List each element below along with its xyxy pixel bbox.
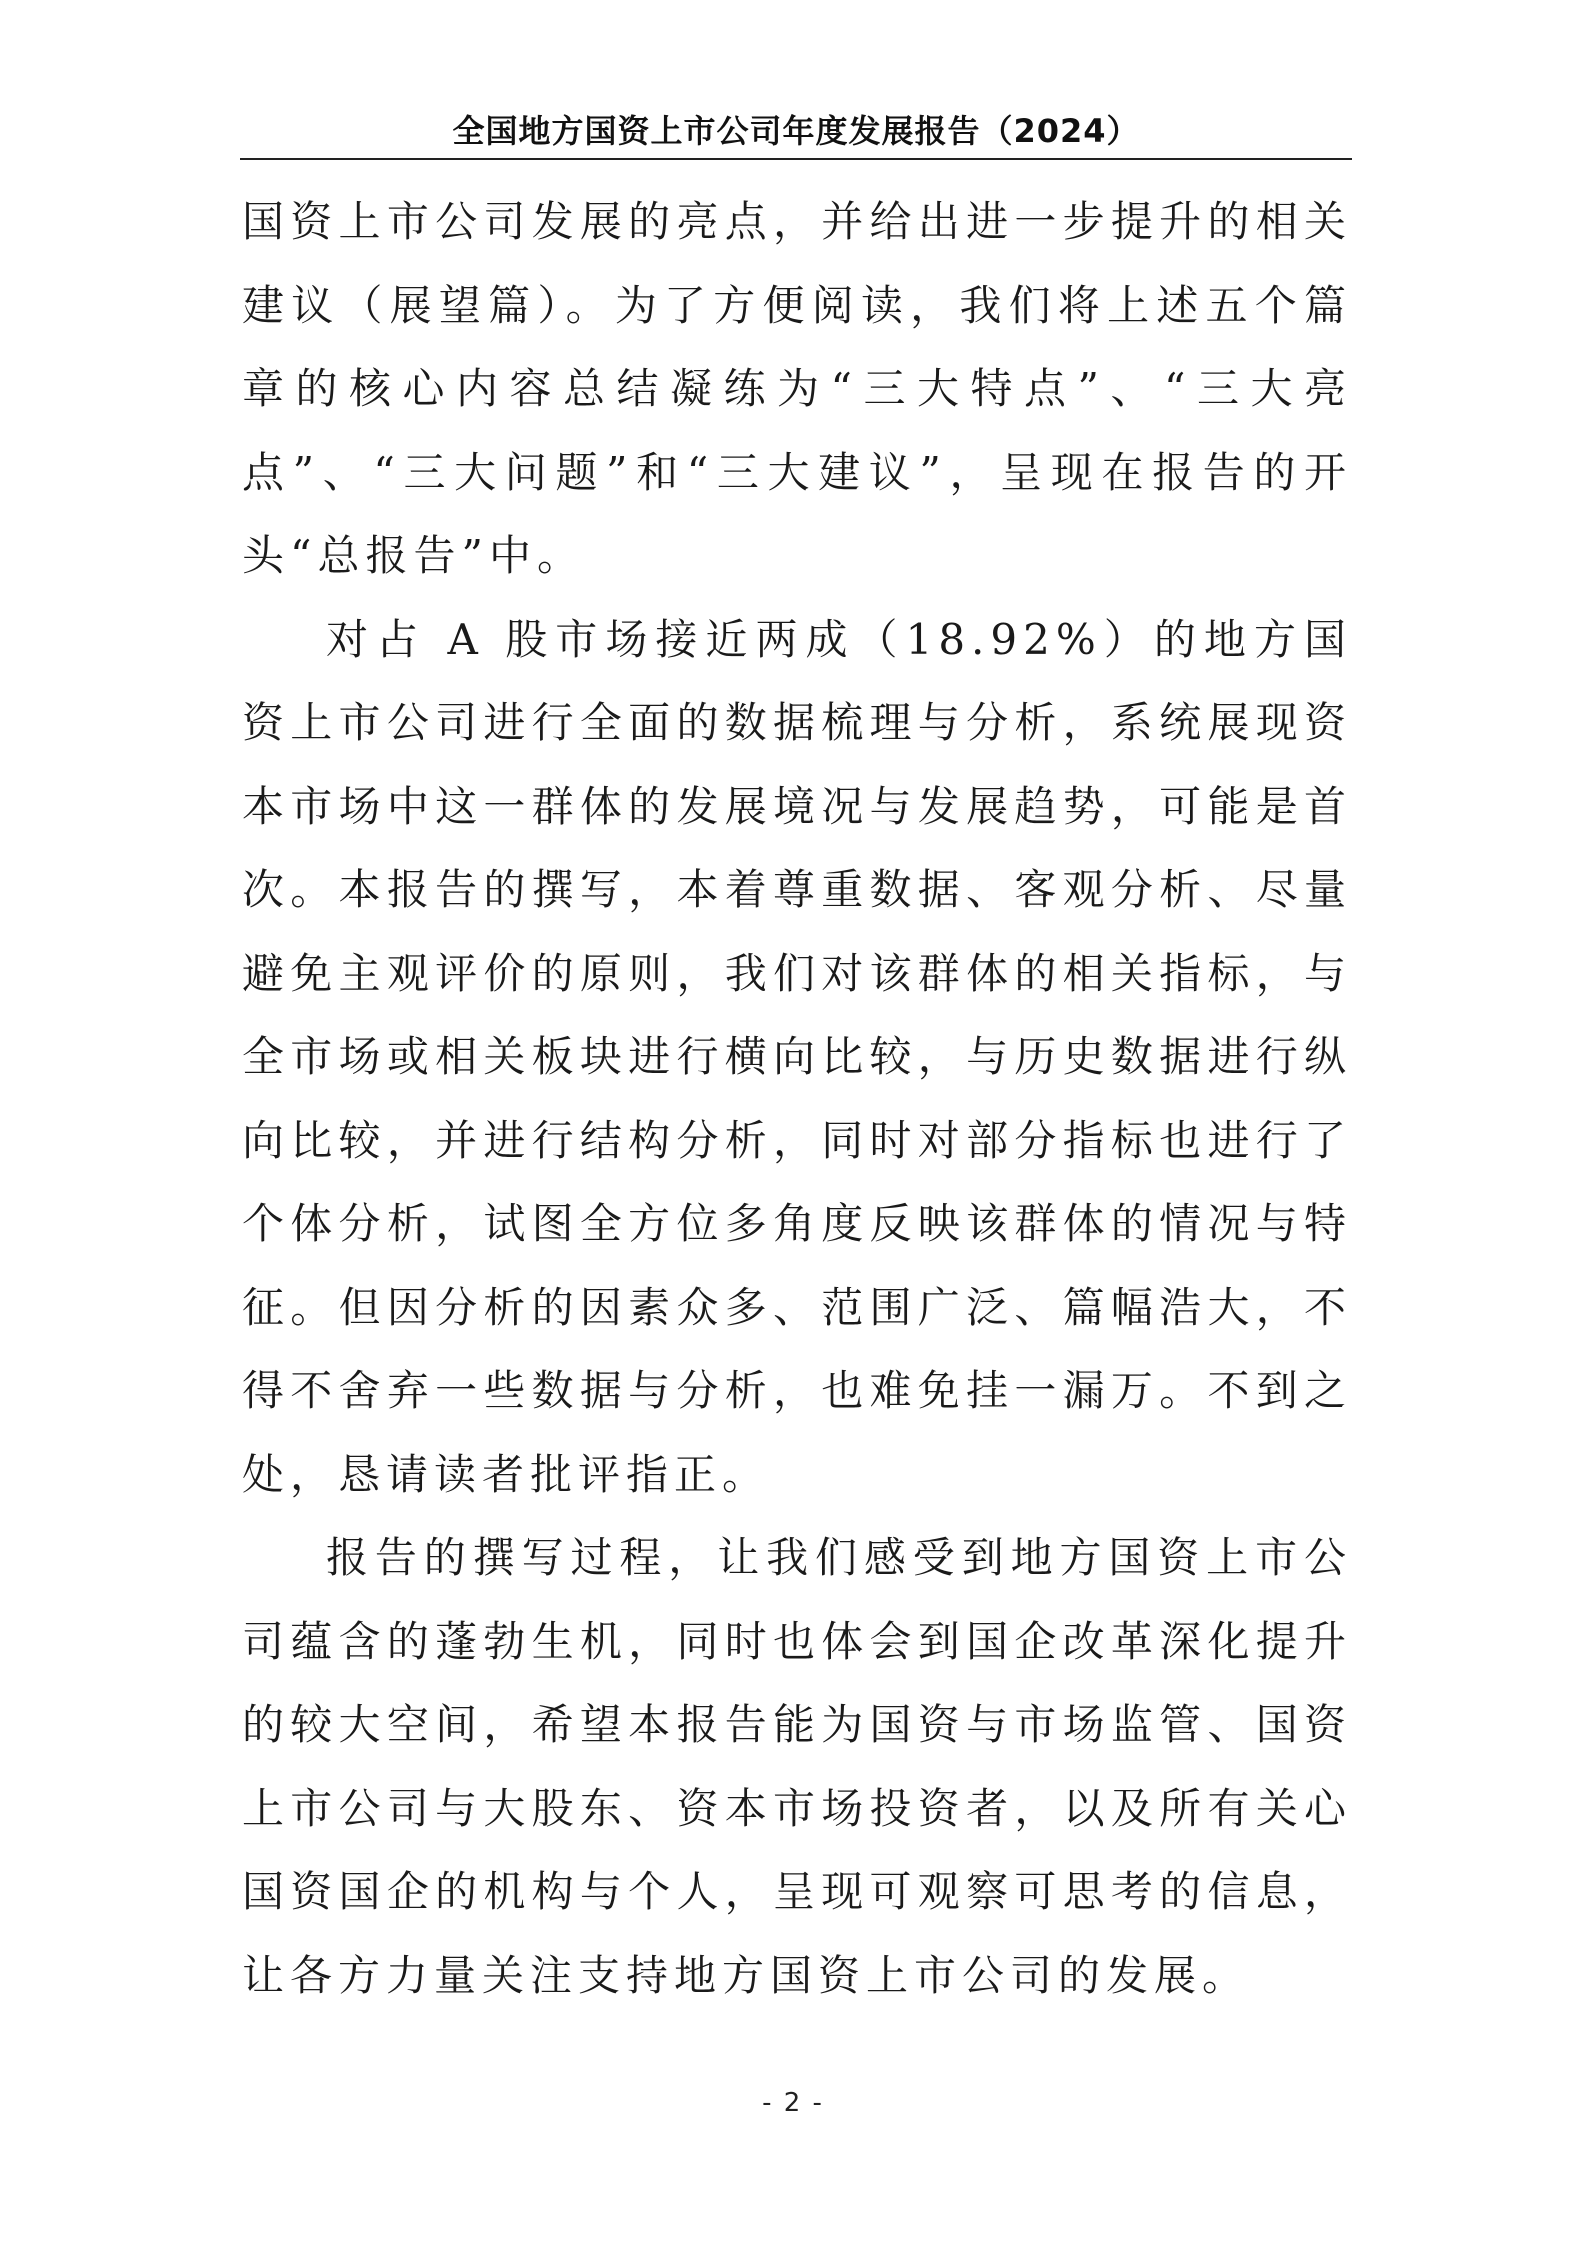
paragraph-scope: 对占 A 股市场接近两成（18.92%）的地方国资上市公司进行全面的数据梳理与分析，系统展现资本市场中这一群体的发展境况与发展趋势，可能是首次。本报告的撰写，本着尊重数据、客观分析、尽量避免主观评价的原则，我们对该群体的相关指标，与全市场或相关板块进行横向比较，与历史数据进行纵向比较，并进行结构分析，同时对部分指标也进行了个体分析，试图全方位多角度反映该群体的情况与特征。但因分析的因素众多、范围广泛、篇幅浩大，不得不舍弃一些数据与分析，也难免挂一漏万。不到之处，恳请读者批评指正。 [242,614,1352,1499]
page-number: - 2 - [762,2088,824,2118]
paragraph-closing: 报告的撰写过程，让我们感受到地方国资上市公司蕴含的蓬勃生机，同时也体会到国企改革深化提升的较大空间，希望本报告能为国资与市场监管、国资上市公司与大股东、资本市场投资者，以及所有关心国资国企的机构与个人，呈现可观察可思考的信息，让各方力量关注支持地方国资上市公司的发展。 [242,1533,1352,2000]
paragraph-continued: 国资上市公司发展的亮点，并给出进一步提升的相关建议（展望篇）。为了方便阅读，我们将上述五个篇章的核心内容总结凝练为“三大特点”、“三大亮点”、“三大问题”和“三大建议”，呈现在报告的开头“总报告”中。 [242,197,1352,580]
document-body [242,180,1352,2017]
page-header: 全国地方国资上市公司年度发展报告（2024） [240,104,1352,160]
